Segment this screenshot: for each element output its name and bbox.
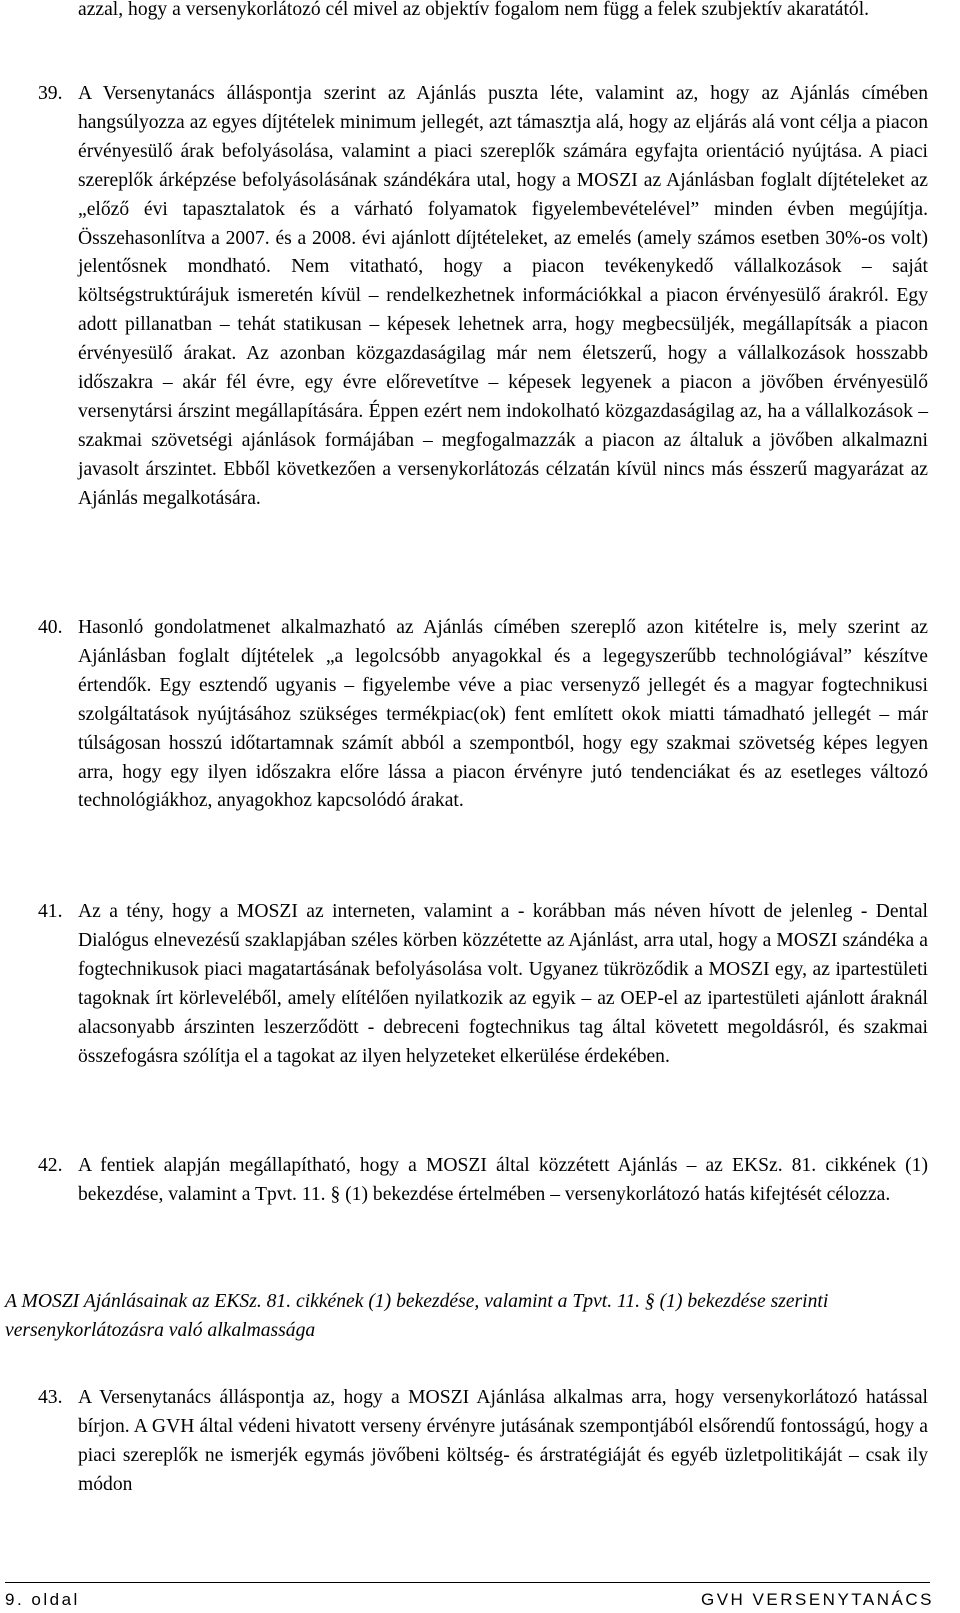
footer-organization: GVH VERSENYTANÁCS bbox=[700, 1590, 934, 1609]
intro-text: azzal, hogy a versenykorlátozó cél mivel az objektív fogalom nem függ a felek szubjektív akaratától. bbox=[78, 0, 870, 20]
paragraph-text: Hasonló gondolatmenet alkalmazható az Ajánlás címében szereplő azon kitételre is, mely szerint az Ajánlásban foglalt díjtételek „a legolcsóbb anyagokkal és a legegyszerűbb technológiával” készítve értendők. Egy esztendő ugyanis – figyelembe véve a piac versenyző jellegét és a magyar fogtechnikusi szolgáltatások nyújtásához szükséges termékpiac(ok) fent említett okok miatti támadható jellegét – már túlságosan hosszú időtartamnak számít abból a szempontból, hogy egy szakmai szövetség képes legyen arra, hogy egy ilyen időszakra előre lássa a piacon érvényre jutó tendenciákat és az esetleges változó technológiákhoz, anyagokhoz kapcsolódó árakat. bbox=[78, 617, 928, 812]
paragraph-43 bbox=[38, 1384, 928, 1500]
paragraph-41 bbox=[38, 898, 928, 1071]
paragraph-number: 41. bbox=[38, 901, 63, 922]
paragraph-number: 42. bbox=[38, 1155, 63, 1176]
paragraph-40 bbox=[38, 614, 928, 816]
paragraph-text: Az a tény, hogy a MOSZI az interneten, valamint a - korábban más néven hívott de jelenleg - Dental Dialógus elnevezésű szaklapjában széles körben közzétette az Ajánlást, arra utal, hogy a MOSZI szándéka a fogtechnikusok piaci magatartásának befolyásolása volt. Ugyanez tükröződik a MOSZI egy, az ipartestületi tagoknak írt körleveléből, amely elítélően nyilatkozik az egyik – az OEP-el az ipartestületi ajánlott áraknál alacsonyabb árszinten leszerződött - debreceni fogtechnikus tag által követett megoldásról, és szakmai összefogásra szólítja el a tagokat az ilyen helyzeteket elkerülése érdekében. bbox=[78, 901, 928, 1067]
paragraph-39 bbox=[38, 80, 928, 514]
paragraph-number: 40. bbox=[38, 617, 63, 638]
paragraph-number: 43. bbox=[38, 1387, 63, 1408]
page-number: 9. oldal bbox=[5, 1590, 80, 1609]
paragraph-number: 39. bbox=[38, 83, 63, 104]
section-heading: A MOSZI Ajánlásainak az EKSz. 81. cikkének (1) bekezdése, valamint a Tpvt. 11. § (1) bekezdése szerinti versenykorlátozásra való alkalmassága bbox=[5, 1291, 829, 1341]
footer-divider bbox=[5, 1582, 930, 1583]
paragraph-text: A Versenytanács álláspontja szerint az Ajánlás puszta léte, valamint az, hogy az Ajánlás címében hangsúlyozza az egyes díjtételek minimum jellegét, azt támasztja alá, hogy az eljárás alá vont célja a piacon érvényesülő árak befolyásolása, valamint a piaci szereplők számára egyfajta orientáció nyújtása. A piaci szereplők árképzése befolyásolásának szándékára utal, hogy a MOSZI az Ajánlásban foglalt díjtételeket az „előző évi tapasztalatok és a várható folyamatok figyelembevételével” minden évben megújítja. Összehasonlítva a 2007. és a 2008. évi ajánlott díjtételeket, az emelés (amely számos esetben 30%-os volt) jelentősnek mondható. Nem vitatható, hogy a piacon tevékenykedő vállalkozások – saját költségstruktúrájuk ismeretén kívül – rendelkezhetnek információkkal a piacon érvényesülő árakról. Egy adott pillanatban – tehát statikusan – képesek lehetnek arra, hogy megbecsüljék, megállapítsák a piacon érvényesülő árakat. Az azonban közgazdaságilag már nem életszerű, hogy a vállalkozások hosszabb időszakra – akár fél évre, egy évre előrevetítve – képesek legyenek a piacon a jövőben érvényesülő versenytársi árszint megállapítására. Éppen ezért nem indokolható közgazdaságilag az, ha a vállalkozások – szakmai szövetségi ajánlások formájában – megfogalmazzák a piacon az általuk a jövőben alkalmazni javasolt árszintet. Ebből következően a versenykorlátozás célzatán kívül nincs más ésszerű magyarázat az Ajánlás megalkotására. bbox=[78, 83, 928, 509]
paragraph-text: A Versenytanács álláspontja az, hogy a MOSZI Ajánlása alkalmas arra, hogy versenykorlátozó hatással bírjon. A GVH által védeni hivatott verseny érvényre jutásának szempontjából elsőrendű fontosságú, hogy a piaci szereplők ne ismerjék egymás jövőbeni költség- és árstratégiáját és egyéb üzletpolitikáját – csak ily módon bbox=[78, 1387, 928, 1495]
paragraph-42 bbox=[38, 1152, 928, 1210]
paragraph-text: A fentiek alapján megállapítható, hogy a MOSZI által közzétett Ajánlás – az EKSz. 81. cikkének (1) bekezdése, valamint a Tpvt. 11. § (1) bekezdése értelmében – versenykorlátozó hatás kifejtését célozza. bbox=[78, 1155, 928, 1205]
